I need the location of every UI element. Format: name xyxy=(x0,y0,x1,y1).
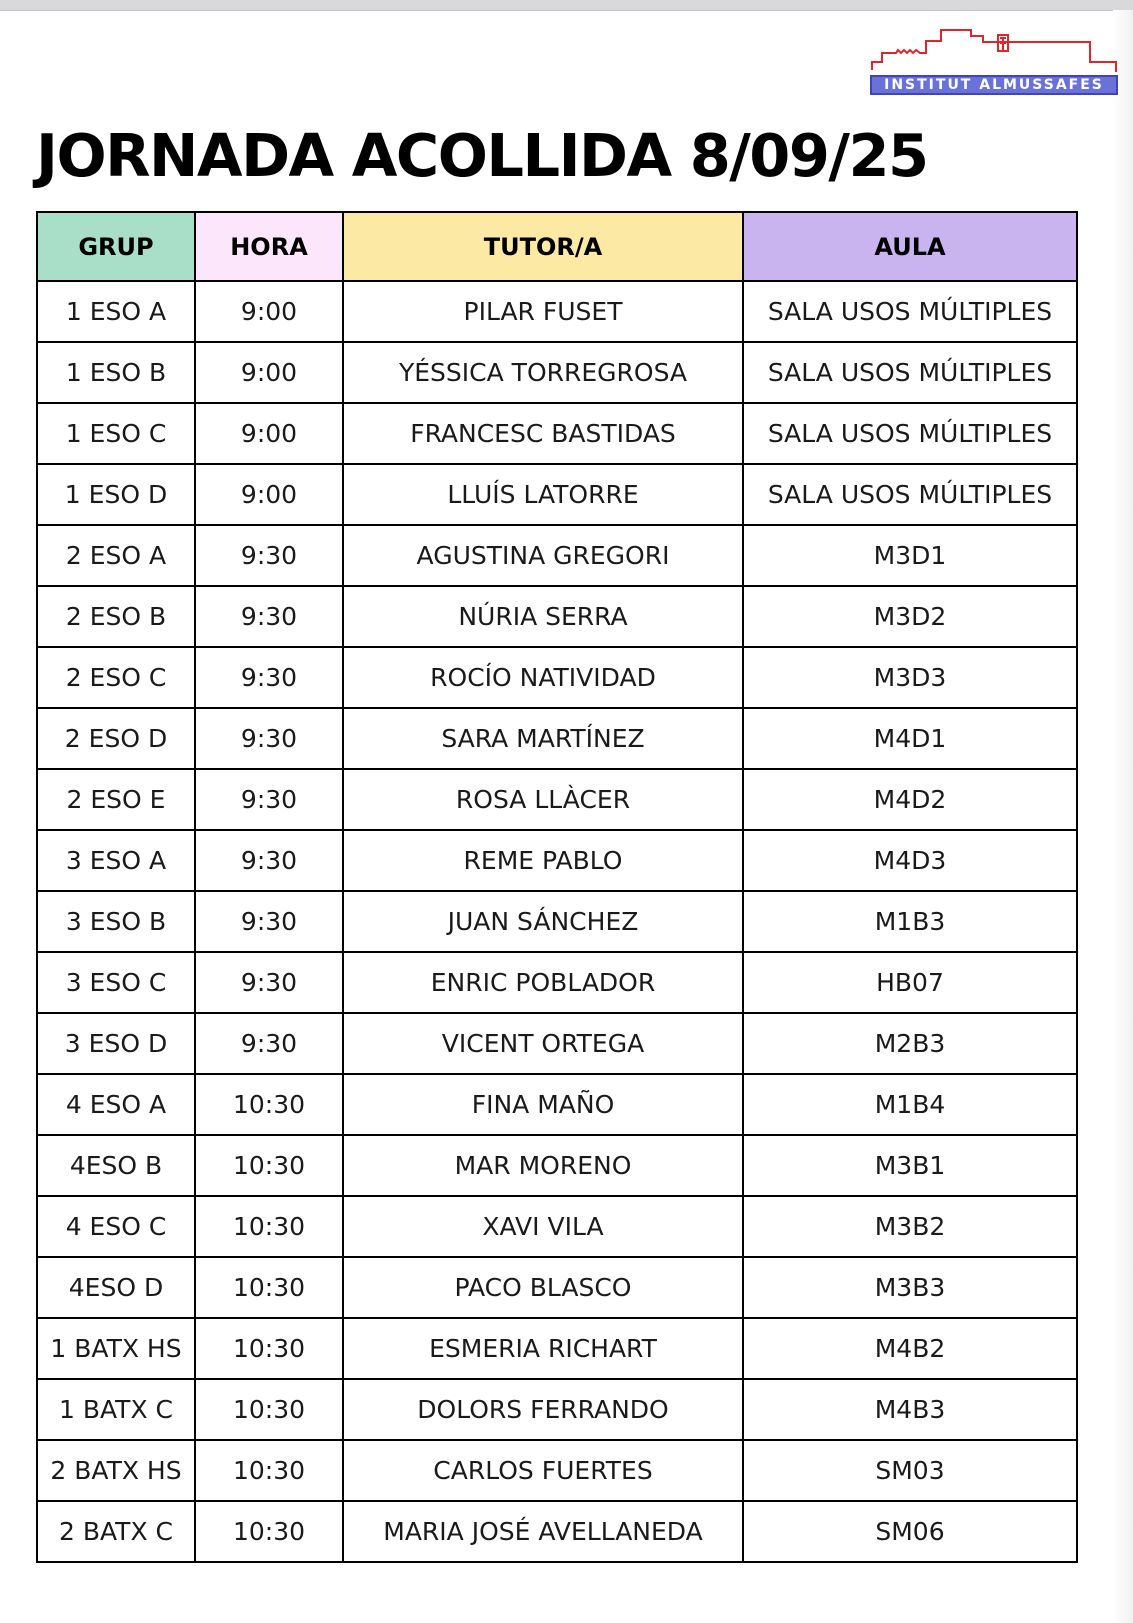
cell-hora: 9:00 xyxy=(195,342,343,403)
cell-grup: 4ESO B xyxy=(37,1135,195,1196)
cell-aula: M3B1 xyxy=(743,1135,1077,1196)
table-row xyxy=(37,1318,1077,1379)
cell-hora: 10:30 xyxy=(195,1440,343,1501)
logo-text: INSTITUT ALMUSSAFES xyxy=(870,75,1118,95)
cell-aula: M3D2 xyxy=(743,586,1077,647)
cell-aula: M1B3 xyxy=(743,891,1077,952)
cell-hora: 9:30 xyxy=(195,952,343,1013)
cell-hora: 10:30 xyxy=(195,1379,343,1440)
cell-tutor: AGUSTINA GREGORI xyxy=(343,525,743,586)
table-row xyxy=(37,952,1077,1013)
table-row xyxy=(37,1440,1077,1501)
cell-hora: 9:30 xyxy=(195,586,343,647)
table-row xyxy=(37,708,1077,769)
header-aula: AULA xyxy=(743,212,1077,281)
cell-grup: 3 ESO A xyxy=(37,830,195,891)
cell-grup: 3 ESO C xyxy=(37,952,195,1013)
table-row xyxy=(37,586,1077,647)
header-tutor-a: TUTOR/A xyxy=(343,212,743,281)
header-row xyxy=(37,212,1077,281)
cell-grup: 2 BATX C xyxy=(37,1501,195,1562)
cell-tutor: MARIA JOSÉ AVELLANEDA xyxy=(343,1501,743,1562)
cell-tutor: MAR MORENO xyxy=(343,1135,743,1196)
cell-tutor: REME PABLO xyxy=(343,830,743,891)
cell-grup: 1 ESO A xyxy=(37,281,195,342)
cell-grup: 2 BATX HS xyxy=(37,1440,195,1501)
table-row xyxy=(37,1257,1077,1318)
cell-grup: 2 ESO C xyxy=(37,647,195,708)
cell-hora: 9:30 xyxy=(195,1013,343,1074)
cell-hora: 9:30 xyxy=(195,647,343,708)
cell-aula: M2B3 xyxy=(743,1013,1077,1074)
cell-grup: 2 ESO A xyxy=(37,525,195,586)
table-row xyxy=(37,1074,1077,1135)
table-row xyxy=(37,769,1077,830)
cell-aula: SALA USOS MÚLTIPLES xyxy=(743,342,1077,403)
cell-grup: 4 ESO C xyxy=(37,1196,195,1257)
cell-tutor: ENRIC POBLADOR xyxy=(343,952,743,1013)
cell-aula: SALA USOS MÚLTIPLES xyxy=(743,403,1077,464)
header-hora: HORA xyxy=(195,212,343,281)
page-edge xyxy=(1113,10,1133,1623)
page-title: JORNADA ACOLLIDA 8/09/25 xyxy=(36,121,928,190)
cell-aula: M3B3 xyxy=(743,1257,1077,1318)
cell-grup: 1 BATX C xyxy=(37,1379,195,1440)
cell-grup: 1 ESO C xyxy=(37,403,195,464)
table-row xyxy=(37,891,1077,952)
cell-hora: 10:30 xyxy=(195,1074,343,1135)
cell-grup: 1 ESO B xyxy=(37,342,195,403)
cell-hora: 10:30 xyxy=(195,1196,343,1257)
cell-tutor: ROCÍO NATIVIDAD xyxy=(343,647,743,708)
table-row xyxy=(37,1135,1077,1196)
cell-aula: M3D1 xyxy=(743,525,1077,586)
header-grup: GRUP xyxy=(37,212,195,281)
cell-grup: 2 ESO E xyxy=(37,769,195,830)
cell-tutor: ROSA LLÀCER xyxy=(343,769,743,830)
cell-tutor: XAVI VILA xyxy=(343,1196,743,1257)
cell-hora: 10:30 xyxy=(195,1257,343,1318)
cell-grup: 3 ESO B xyxy=(37,891,195,952)
table-row xyxy=(37,830,1077,891)
cell-tutor: FINA MAÑO xyxy=(343,1074,743,1135)
table-row xyxy=(37,1196,1077,1257)
table-row xyxy=(37,1501,1077,1562)
building-skyline-icon xyxy=(870,20,1118,78)
top-bar xyxy=(0,0,1133,11)
cell-aula: M4D1 xyxy=(743,708,1077,769)
cell-grup: 1 BATX HS xyxy=(37,1318,195,1379)
cell-hora: 9:00 xyxy=(195,281,343,342)
cell-aula: M4B2 xyxy=(743,1318,1077,1379)
cell-hora: 9:00 xyxy=(195,403,343,464)
cell-aula: SM06 xyxy=(743,1501,1077,1562)
table-row xyxy=(37,403,1077,464)
cell-tutor: FRANCESC BASTIDAS xyxy=(343,403,743,464)
cell-tutor: PILAR FUSET xyxy=(343,281,743,342)
cell-hora: 9:30 xyxy=(195,769,343,830)
cell-hora: 10:30 xyxy=(195,1135,343,1196)
cell-tutor: VICENT ORTEGA xyxy=(343,1013,743,1074)
cell-aula: M3B2 xyxy=(743,1196,1077,1257)
cell-aula: M4B3 xyxy=(743,1379,1077,1440)
cell-tutor: NÚRIA SERRA xyxy=(343,586,743,647)
cell-hora: 9:30 xyxy=(195,830,343,891)
cell-grup: 4 ESO A xyxy=(37,1074,195,1135)
cell-aula: M1B4 xyxy=(743,1074,1077,1135)
cell-grup: 3 ESO D xyxy=(37,1013,195,1074)
table-row xyxy=(37,1379,1077,1440)
cell-tutor: PACO BLASCO xyxy=(343,1257,743,1318)
cell-aula: HB07 xyxy=(743,952,1077,1013)
cell-hora: 9:30 xyxy=(195,708,343,769)
cell-grup: 1 ESO D xyxy=(37,464,195,525)
cell-hora: 10:30 xyxy=(195,1318,343,1379)
cell-tutor: ESMERIA RICHART xyxy=(343,1318,743,1379)
cell-tutor: SARA MARTÍNEZ xyxy=(343,708,743,769)
cell-tutor: LLUÍS LATORRE xyxy=(343,464,743,525)
cell-grup: 2 ESO D xyxy=(37,708,195,769)
cell-aula: SM03 xyxy=(743,1440,1077,1501)
cell-hora: 9:00 xyxy=(195,464,343,525)
cell-aula: M4D2 xyxy=(743,769,1077,830)
schedule-table xyxy=(36,211,1078,1563)
cell-aula: M4D3 xyxy=(743,830,1077,891)
school-logo xyxy=(870,20,1118,98)
cell-tutor: JUAN SÁNCHEZ xyxy=(343,891,743,952)
table-row xyxy=(37,525,1077,586)
table-row xyxy=(37,1013,1077,1074)
cell-aula: M3D3 xyxy=(743,647,1077,708)
table-row xyxy=(37,342,1077,403)
cell-hora: 10:30 xyxy=(195,1501,343,1562)
table-row xyxy=(37,281,1077,342)
cell-hora: 9:30 xyxy=(195,891,343,952)
cell-tutor: CARLOS FUERTES xyxy=(343,1440,743,1501)
table-row xyxy=(37,464,1077,525)
table-body xyxy=(37,281,1077,1562)
cell-grup: 2 ESO B xyxy=(37,586,195,647)
cell-aula: SALA USOS MÚLTIPLES xyxy=(743,281,1077,342)
cell-tutor: YÉSSICA TORREGROSA xyxy=(343,342,743,403)
cell-tutor: DOLORS FERRANDO xyxy=(343,1379,743,1440)
cell-hora: 9:30 xyxy=(195,525,343,586)
table-row xyxy=(37,647,1077,708)
cell-aula: SALA USOS MÚLTIPLES xyxy=(743,464,1077,525)
cell-grup: 4ESO D xyxy=(37,1257,195,1318)
